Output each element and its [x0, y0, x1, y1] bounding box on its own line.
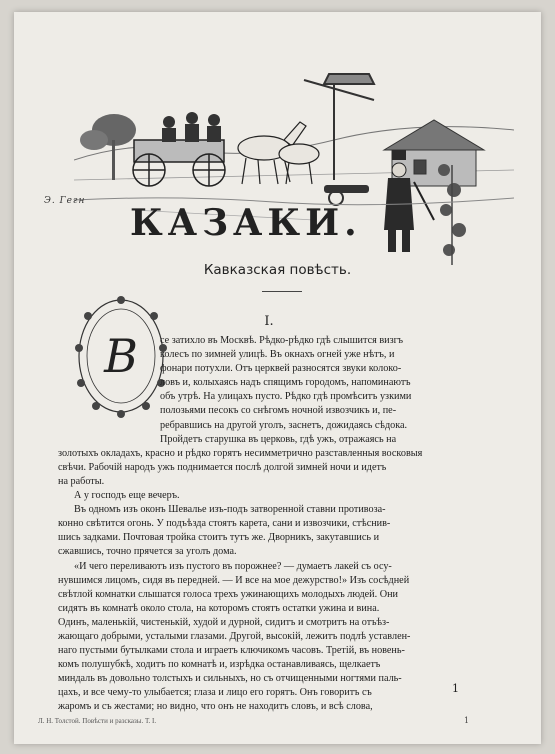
text-line: свѣтлой комнатки слышатся голоса трехъ ужинающихъ молодыхъ людей. Они	[58, 588, 398, 600]
footer-mark: 1	[464, 716, 470, 725]
text-line: свѣчи. Рабочій народъ ужъ поднимается послѣ долгой зимней ночи и идетъ	[58, 461, 387, 473]
text-line: Одинъ, маленькій, чистенькій, худой и дурной, сидитъ и смотритъ на отъѣз-	[58, 616, 390, 628]
text-line: объ утрѣ. На улицахъ пусто. Рѣдко гдѣ промѣситъ узкими	[160, 391, 412, 403]
text-line: жающаго добрыми, усталыми глазами. Другой, высокій, лежитъ подлѣ уставлен-	[58, 630, 411, 642]
chapter-number: I.	[264, 314, 274, 329]
text-line: фонари потухли. Отъ церквей разносятся звуки колоко-	[160, 363, 402, 375]
text-line: шись задками. Почтовая тройка стоитъ тутъ же. Дворникъ, закутавшись и	[58, 532, 380, 544]
text-line: наго пустыми бутылками стола и играетъ ключикомъ часовъ. Третій, въ новень-	[58, 645, 405, 657]
text-line: ловъ и, колыхаясь надъ спящимъ городомъ, напоминаютъ	[160, 377, 411, 389]
drop-cap-letter: В	[104, 329, 138, 383]
text-line: комъ полушубкѣ, ходитъ по комнатѣ и, изрѣдка останавливаясь, щелкаетъ	[58, 659, 381, 671]
text-line: жаромъ и съ жестами; но видно, что онъ не находитъ словъ, и всѣ слова,	[58, 701, 373, 713]
footer-signature: Л. Н. Толстой. Повѣсти и разсказы. Т. I.	[38, 717, 157, 725]
text-line: А у господъ еще вечеръ.	[74, 490, 180, 502]
text-line: на работы.	[58, 475, 105, 487]
text-line: колесъ по зимней улицѣ. Въ окнахъ огней уже нѣтъ, и	[160, 349, 395, 361]
text-line: Пройдетъ старушка въ церковь, гдѣ ужъ, отражаясь на	[160, 433, 397, 445]
title-divider	[262, 291, 302, 292]
text-line: се затихло въ Москвѣ. Рѣдко-рѣдко гдѣ слышится визгъ	[160, 335, 404, 346]
text-line: «И чего переливаютъ изъ пустого въ порожнее? — думаетъ лакей съ осу-	[74, 560, 392, 572]
text-line: конно свѣтится огонь. У подъѣзда стоятъ карета, сани и извозчики, стѣснив-	[58, 518, 391, 530]
body-text	[58, 334, 508, 715]
text-line: ребравшись на другой уголъ, заснетъ, дожидаясь сѣдока.	[160, 419, 408, 431]
text-line: золотыхъ окладахъ, красно и рѣдко горятъ несимметрично разставленныя восковыя	[58, 447, 423, 459]
text-line: полозьями песокъ со снѣгомъ ночной извозчикъ и, пе-	[160, 405, 397, 417]
text-line: миндаль въ довольно толстыхъ и сильныхъ, но съ отчищенными ногтями паль-	[58, 673, 402, 685]
artist-signature: Э. Гегн	[44, 196, 86, 206]
text-line: сидятъ въ комнатѣ около стола, на которомъ стоятъ остатки ужина и вина.	[58, 602, 380, 614]
text-line: нувшимся лицомъ, сидя въ передней. — И все на мое дежурство!» Изъ сосѣдней	[58, 574, 410, 586]
text-line: сжавшись, точно прячется за уголъ дома.	[58, 546, 237, 558]
text-line: цахъ, и все чему-то улыбается; глаза и лицо его горятъ. Онъ говоритъ съ	[58, 687, 372, 699]
page-number: 1	[452, 682, 459, 695]
page-title: КАЗАКИ.	[130, 202, 362, 244]
book-page	[14, 12, 541, 744]
text-line: Въ одномъ изъ оконъ Шевалье изъ-подъ затворенной ставни противоза-	[74, 504, 386, 516]
page-subtitle: Кавказская повѣсть.	[203, 262, 352, 278]
